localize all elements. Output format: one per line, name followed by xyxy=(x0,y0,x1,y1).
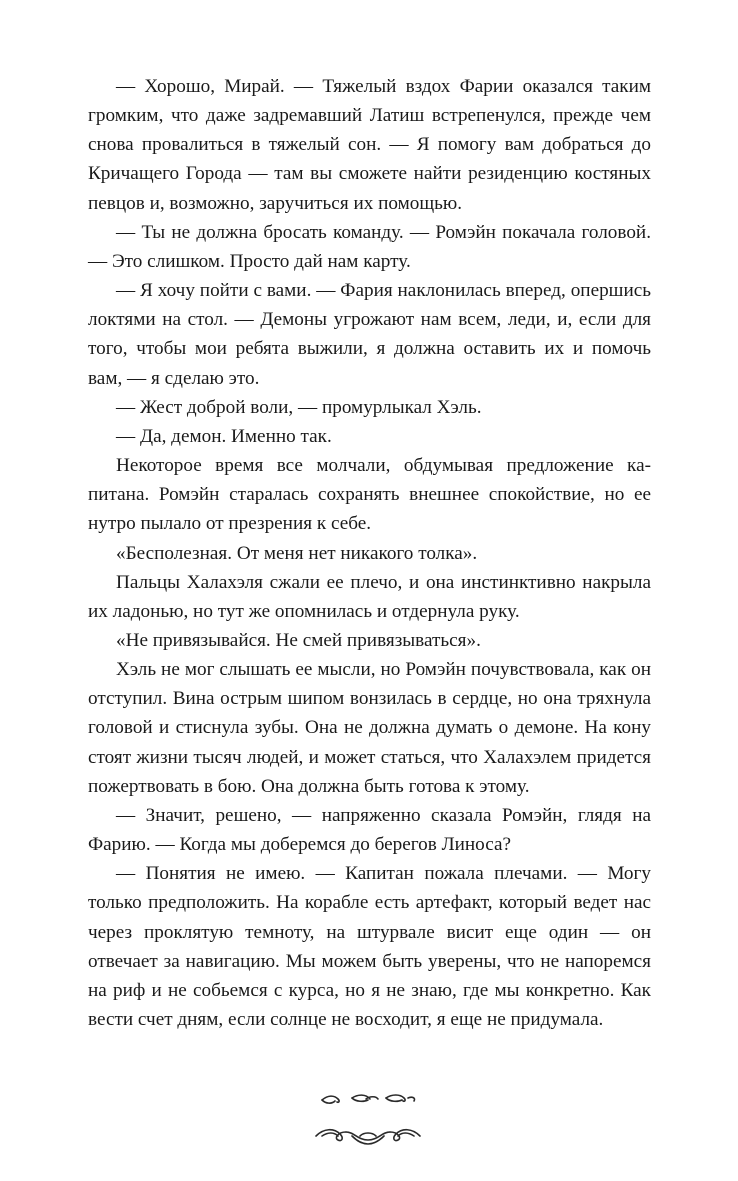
paragraph-2: — Ты не должна бросать команду. — Ромэйн покачала головой. — Это слишком. Просто дай нам карту. xyxy=(88,221,651,272)
paragraph-11: — Значит, решено, — напряженно сказала Ромэйн, глядя на Фарию. — Когда мы доберемся до берегов Линоса? xyxy=(88,804,651,856)
paragraph-9: «Не привязывайся. Не смей привязываться». xyxy=(116,629,481,651)
paragraph-10: Хэль не мог слышать ее мысли, но Ромэйн почувствовала, как он отступил. Вина острым шипом вонзилась в сердце, но она тряхнула головой и стиснула зубы. Она не должна думать о демоне. На кону стоят жизни тысяч людей, и может статься, что Халахэлем придется пожертвовать в бою. Она должна быть готова к этому. xyxy=(88,659,651,797)
paragraph-1: — Хорошо, Мирай. — Тяжелый вздох Фарии оказался таким громким, что даже задремавший Латиш встрепенулся, прежде чем снова провалиться в тяжелый сон. — Я помогу вам добраться до Кричащего Города — там вы сможете найти резиденцию костяных певцов и, возможно, заручиться их помощью. xyxy=(88,76,651,214)
paragraph-6: Некоторое время все молчали, обдумывая предложение капитана. Ромэйн старалась сохранять внешнее спокойствие, но ее нутро пылало от презрения к себе. xyxy=(88,455,651,535)
page-text xyxy=(88,72,651,1034)
paragraph-4: — Жест доброй воли, — промурлыкал Хэль. xyxy=(116,396,482,418)
section-break-flourish-icon xyxy=(308,1092,428,1152)
paragraph-12: — Понятия не имею. — Капитан пожала плечами. — Могу только предположить. На корабле есть артефакт, который ведет нас через проклятую темноту, на штурвале висит еще один — он отвечает за навигацию. Мы можем быть уверены, что не напоремся на риф и не собьемся с курса, но я не знаю, где мы конкретно. Как вести счет дням, если солнце не восходит, я еще не придумала. xyxy=(88,863,651,1030)
paragraph-5: — Да, демон. Именно так. xyxy=(116,425,332,447)
paragraph-7: «Бесполезная. От меня нет никакого толка». xyxy=(116,542,478,564)
paragraph-8: Пальцы Халахэля сжали ее плечо, и она инстинктивно накрыла их ладонью, но тут же опомнилась и отдернула руку. xyxy=(88,571,651,622)
paragraph-3: — Я хочу пойти с вами. — Фария наклонилась вперед, опершись локтями на стол. — Демоны угрожают нам всем, леди, и, если для того, чтобы мои ребята выжили, я должна оставить их и помочь вам, — я сделаю это. xyxy=(88,280,651,389)
